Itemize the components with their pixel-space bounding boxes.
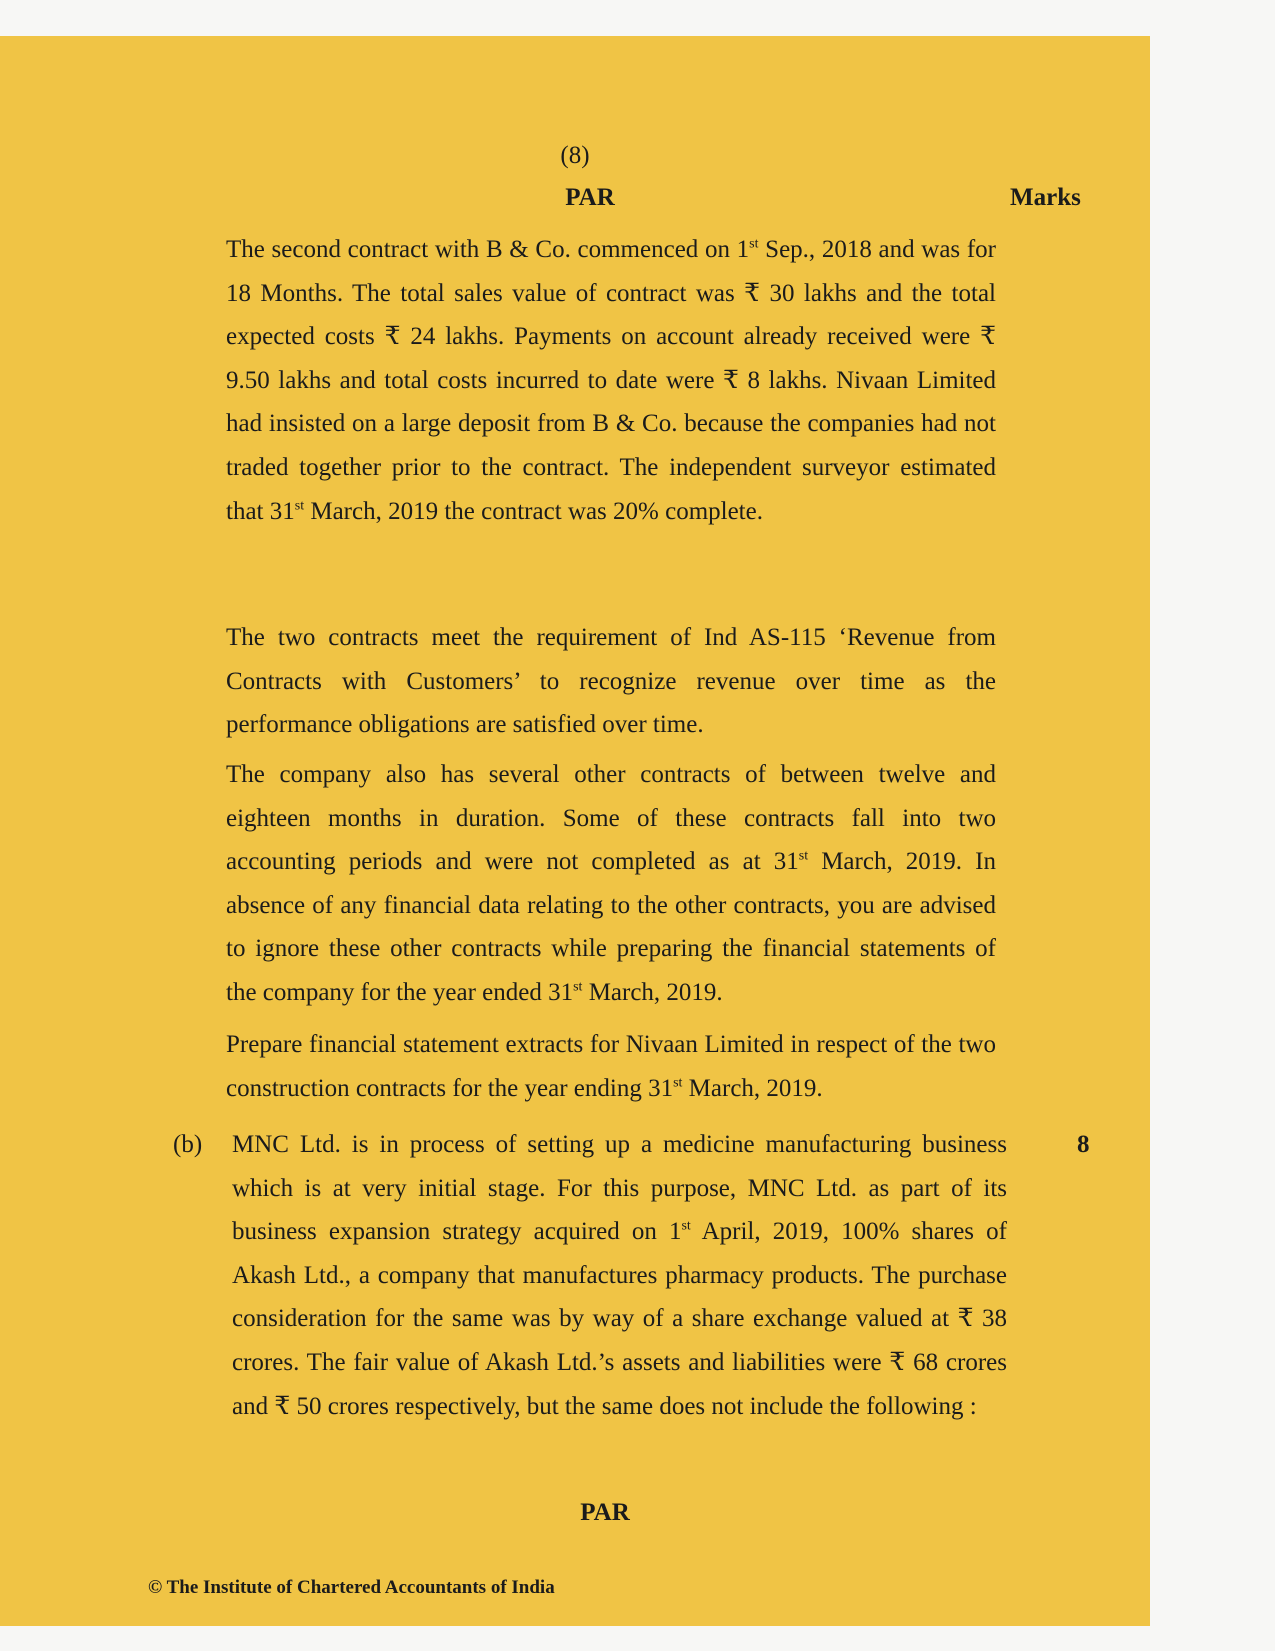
text-segment: April, 2019, 100% shares of Akash Ltd., a company that manufactures pharmacy products. The purchase consideration for the same was by way of a share exchange valued at ₹ 38 crores. The fair value of Akash Ltd.’s assets and liabilities were ₹ 68 crores and ₹ 50 crores respectively, but the same does not include the following : (232, 1218, 1007, 1420)
text-segment: Prepare financial statement extracts for Nivaan Limited in respect of the two construction contracts for the year ending 31 (226, 1031, 996, 1102)
paragraph-question-b (232, 1123, 1007, 1428)
text-segment: March, 2019 the contract was 20% complete. (304, 497, 763, 525)
marks-column-heading: Marks (1010, 184, 1081, 211)
text-segment: MNC Ltd. is in process of setting up a medicine manufacturing business which is at very initial stage. For this purpose, MNC Ltd. as part of its business expansion strategy acquired on 1 (232, 1131, 1007, 1246)
paragraph-other-contracts (226, 753, 996, 1015)
paragraph-prepare-instruction (226, 1023, 996, 1110)
ordinal-suffix: st (798, 848, 809, 864)
text-segment: March, 2019. (582, 978, 723, 1006)
text-segment: The company also has several other contracts of between twelve and eighteen months in duration. Some of these contracts fall into two accounting periods and were not completed as at 31 (226, 761, 996, 876)
paper-code-footer: PAR (580, 1499, 630, 1526)
ordinal-suffix: st (573, 979, 583, 995)
exam-page (0, 36, 1150, 1626)
text-segment: March, 2019. In absence of any financial data relating to the other contracts, you are advised to ignore these other contracts while preparing the financial statements of the company for the year ended 31 (226, 848, 996, 1006)
paragraph-second-contract (226, 228, 996, 533)
copyright-notice: © The Institute of Chartered Accountants of India (148, 1577, 555, 1598)
ordinal-suffix: st (294, 498, 305, 514)
page-number: (8) (560, 142, 590, 169)
question-b-label: (b) (173, 1131, 203, 1158)
ordinal-suffix: st (673, 1075, 683, 1091)
text-segment: The second contract with B & Co. commenced on 1 (226, 236, 750, 263)
text-segment: Sep., 2018 and was for 18 Months. The total sales value of contract was ₹ 30 lakhs and the total expected costs ₹ 24 lakhs. Payments on account already received were ₹ 9.50 lakhs and total costs incurred to date were ₹ 8 lakhs. Nivaan Limited had insisted on a large deposit from B & Co. because the companies had not traded together prior to the contract. The independent surveyor estimated that 31 (226, 236, 996, 525)
paragraph-ind-as-115: The two contracts meet the requirement of Ind AS-115 ‘Revenue from Contracts with Customers’ to recognize revenue over time as the performance obligations are satisfied over time. (226, 624, 996, 739)
question-b-marks: 8 (1077, 1131, 1090, 1158)
ordinal-suffix: st (681, 1218, 691, 1234)
text-segment: March, 2019. (682, 1074, 823, 1102)
paper-code-header: PAR (565, 184, 615, 211)
ordinal-suffix: st (749, 236, 759, 252)
